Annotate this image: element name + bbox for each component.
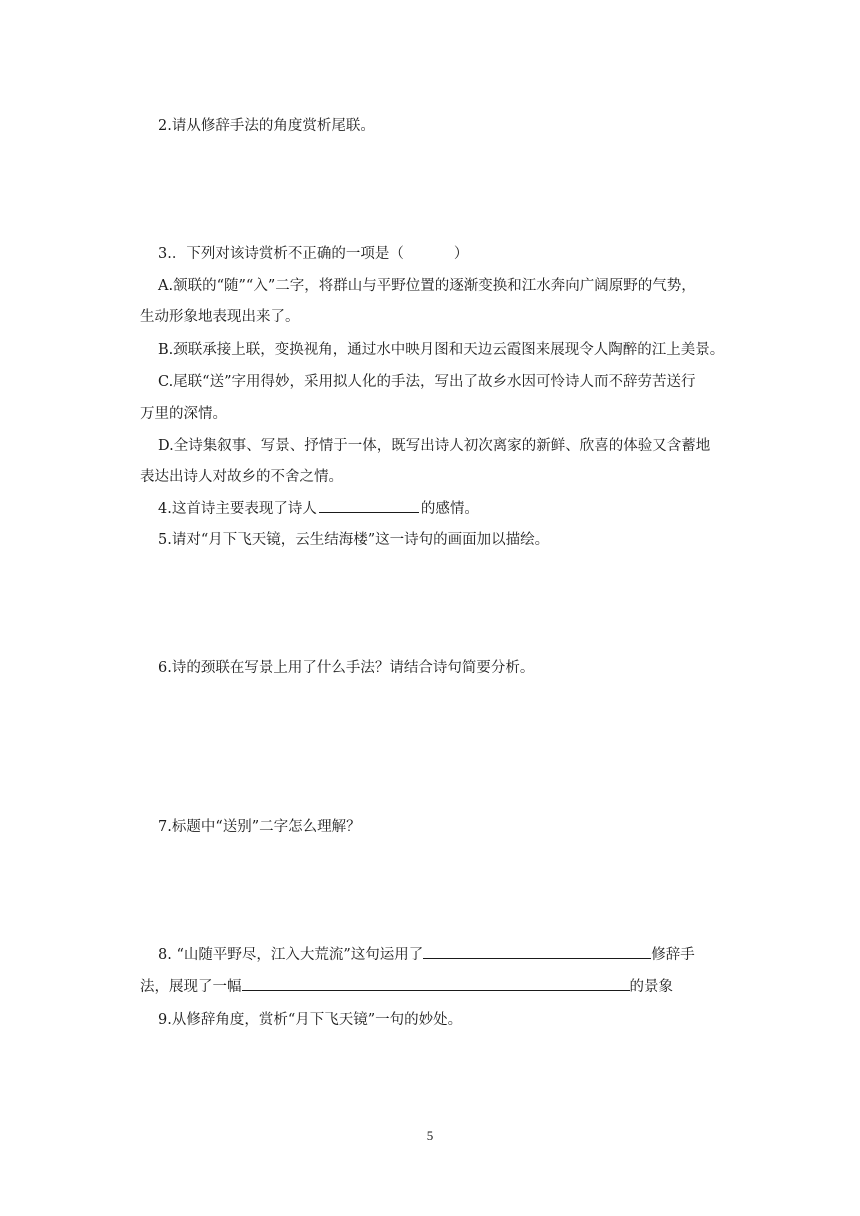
option-c-line-1: C.尾联“送”字用得妙，采用拟人化的手法，写出了故乡水因可怜诗人而不辞劳苦送行: [158, 374, 696, 390]
question-7: 7.标题中“送别”二字怎么理解？: [158, 819, 361, 835]
question-8-mid: 修辞手: [651, 947, 695, 963]
question-3-close-paren: ）: [453, 246, 469, 262]
question-8-line-1: [158, 944, 695, 965]
answer-blank: [242, 976, 630, 991]
option-d-line-2: 表达出诗人对故乡的不舍之情。: [140, 469, 343, 485]
question-5: 5.请对“月下飞天镜，云生结海楼”这一诗句的画面加以描绘。: [158, 532, 550, 548]
option-d-line-1: D.全诗集叙事、写景、抒情于一体，既写出诗人初次离家的新鲜、欣喜的体验又含蓄地: [158, 438, 711, 454]
answer-blank: [423, 944, 651, 959]
question-2: 2.请从修辞手法的角度赏析尾联。: [158, 118, 375, 134]
option-a-line-1: A.颔联的“随”“入”二字，将群山与平野位置的逐渐变换和江水奔向广阔原野的气势，: [158, 278, 696, 294]
question-8-line-2: [140, 976, 673, 997]
question-4-suffix: 的感情。: [420, 501, 479, 517]
option-c-line-2: 万里的深情。: [140, 406, 227, 422]
question-4-prefix: 4.这首诗主要表现了诗人: [158, 501, 317, 517]
option-b: B.颈联承接上联，变换视角，通过水中映月图和天边云霞图来展现令人陶醉的江上美景。: [158, 342, 725, 358]
question-6: 6.诗的颈联在写景上用了什么手法？请结合诗句简要分析。: [158, 660, 535, 676]
question-3-stem: 3.．下列对该诗赏析不正确的一项是（: [158, 246, 404, 262]
answer-blank: [319, 498, 419, 513]
question-8-line-2-suffix: 的景象: [629, 979, 673, 995]
option-a-line-2: 生动形象地表现出来了。: [140, 309, 300, 325]
question-4: [158, 498, 479, 519]
question-9: 9.从修辞角度，赏析“月下飞天镜”一句的妙处。: [158, 1012, 463, 1028]
question-3: [158, 244, 468, 264]
question-8-line-2-prefix: 法，展现了一幅: [140, 979, 242, 995]
page-number: 5: [426, 1128, 434, 1143]
question-8-prefix: 8. “山随平野尽，江入大荒流”这句运用了: [158, 947, 424, 963]
